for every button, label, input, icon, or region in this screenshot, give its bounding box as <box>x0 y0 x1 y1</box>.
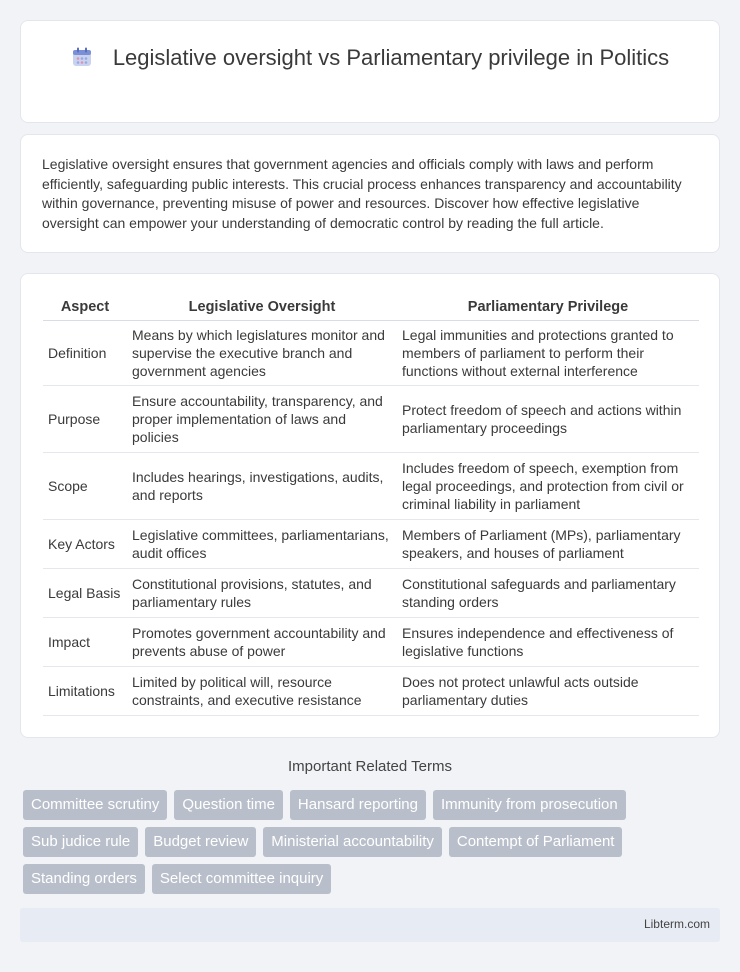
row-oversight: Ensure accountability, transparency, and proper implementation of laws and policies <box>127 385 397 452</box>
related-terms-list <box>23 790 713 894</box>
table-row <box>43 452 699 519</box>
row-aspect: Key Actors <box>43 519 127 568</box>
related-term-tag[interactable]: Standing orders <box>23 864 145 894</box>
row-privilege: Ensures independence and effectiveness of legislative functions <box>397 617 699 666</box>
calendar-icon <box>71 46 93 68</box>
table-row <box>43 568 699 617</box>
table-row <box>43 385 699 452</box>
row-privilege: Members of Parliament (MPs), parliamentary speakers, and houses of parliament <box>397 519 699 568</box>
row-oversight: Constitutional provisions, statutes, and parliamentary rules <box>127 568 397 617</box>
row-aspect: Definition <box>43 320 127 385</box>
row-aspect: Impact <box>43 617 127 666</box>
row-oversight: Limited by political will, resource constraints, and executive resistance <box>127 666 397 715</box>
comparison-table <box>43 294 699 716</box>
table-row <box>43 617 699 666</box>
row-aspect: Purpose <box>43 385 127 452</box>
table-header-row <box>43 294 699 320</box>
related-term-tag[interactable]: Ministerial accountability <box>263 827 442 857</box>
row-oversight: Means by which legislatures monitor and supervise the executive branch and government agencies <box>127 320 397 385</box>
page-title: Legislative oversight vs Parliamentary privilege in Politics <box>112 45 670 70</box>
row-privilege: Protect freedom of speech and actions within parliamentary proceedings <box>397 385 699 452</box>
row-oversight: Legislative committees, parliamentarians, audit offices <box>127 519 397 568</box>
row-privilege: Constitutional safeguards and parliamentary standing orders <box>397 568 699 617</box>
row-oversight: Includes hearings, investigations, audits, and reports <box>127 452 397 519</box>
intro-paragraph: Legislative oversight ensures that government agencies and officials comply with laws and perform efficiently, safeguarding public interests. This crucial process enhances transparency and accountability within governance, preventing misuse of power and resources. Discover how effective legislative oversight can empower your understanding of democratic control by reading the full article. <box>42 156 682 231</box>
related-term-tag[interactable]: Budget review <box>145 827 256 857</box>
related-terms-title: Important Related Terms <box>288 758 452 775</box>
footer-brand[interactable]: Libterm.com <box>643 917 710 931</box>
table-row <box>43 519 699 568</box>
row-privilege: Includes freedom of speech, exemption from legal proceedings, and protection from civil or criminal liability in parliament <box>397 452 699 519</box>
row-aspect: Limitations <box>43 666 127 715</box>
row-privilege: Legal immunities and protections granted to members of parliament to perform their functions without external interference <box>397 320 699 385</box>
related-term-tag[interactable]: Question time <box>174 790 283 820</box>
footer <box>20 908 720 942</box>
related-term-tag[interactable]: Hansard reporting <box>290 790 426 820</box>
row-oversight: Promotes government accountability and prevents abuse of power <box>127 617 397 666</box>
column-header: Legislative Oversight <box>127 294 397 320</box>
related-term-tag[interactable]: Immunity from prosecution <box>433 790 626 820</box>
related-term-tag[interactable]: Committee scrutiny <box>23 790 167 820</box>
related-term-tag[interactable]: Select committee inquiry <box>152 864 331 894</box>
table-row <box>43 320 699 385</box>
intro-card <box>20 134 720 253</box>
table-row <box>43 666 699 715</box>
column-header: Aspect <box>43 294 127 320</box>
related-term-tag[interactable]: Contempt of Parliament <box>449 827 623 857</box>
row-privilege: Does not protect unlawful acts outside parliamentary duties <box>397 666 699 715</box>
comparison-card <box>20 273 720 738</box>
related-term-tag[interactable]: Sub judice rule <box>23 827 138 857</box>
title-card <box>20 20 720 123</box>
column-header: Parliamentary Privilege <box>397 294 699 320</box>
row-aspect: Legal Basis <box>43 568 127 617</box>
row-aspect: Scope <box>43 452 127 519</box>
page-title-wrap <box>21 43 719 72</box>
